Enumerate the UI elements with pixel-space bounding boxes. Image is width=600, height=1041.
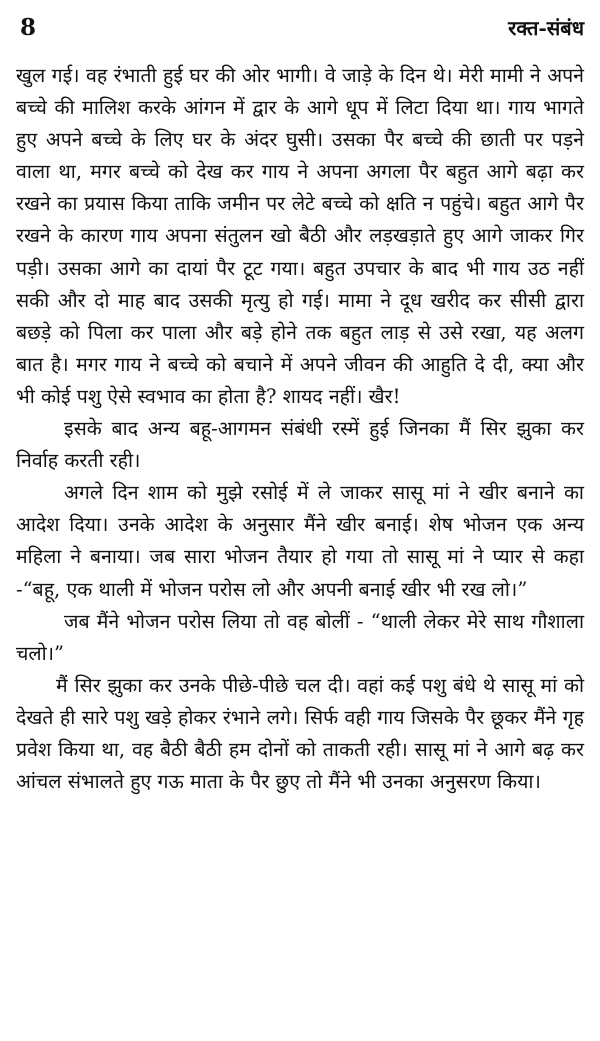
page-number: 8 xyxy=(20,13,37,41)
paragraph-3: अगले दिन शाम को मुझे रसोई में ले जाकर सासू मां ने खीर बनाने का आदेश दिया। उनके आदेश के अनुसार मैंने खीर बनाई। शेष भोजन एक अन्य महिला ने बनाया। जब सारा भोजन तैयार हो गया तो सासू मां ने प्यार से कहा -“बहू, एक थाली में भोजन परोस लो और अपनी बनाई खीर भी रख लो।” xyxy=(16,481,584,601)
paragraph-4: जब मैंने भोजन परोस लिया तो वह बोलीं - “थाली लेकर मेरे साथ गौशाला चलो।” xyxy=(16,609,584,665)
paragraph-2: इसके बाद अन्य बहू-आगमन संबंधी रस्में हुई जिनका मैं सिर झुका कर निर्वाह करती रही। xyxy=(16,417,584,473)
paragraph-5: मैं सिर झुका कर उनके पीछे-पीछे चल दी। वहां कई पशु बंधे थे सासू मां को देखते ही सारे पशु खड़े होकर रंभाने लगे। सिर्फ वही गाय जिसके पैर छूकर मैंने गृह प्रवेश किया था, वह बैठी बैठी हम दोनों को ताकती रही। सासू मां ने आगे बढ़ कर आंचल संभालते हुए गऊ माता के पैर छुए तो मैंने भी उनका अनुसरण किया। xyxy=(16,673,584,794)
running-title: रक्त-संबंध xyxy=(508,15,584,40)
paragraph-1: खुल गई। वह रंभाती हुई घर की ओर भागी। वे जाड़े के दिन थे। मेरी मामी ने अपने बच्चे की मालिश करके आंगन में द्वार के आगे धूप में लिटा दिया था। गाय भागते हुए अपने बच्चे के लिए घर के अंदर घुसी। उसका पैर बच्चे की छाती पर पड़ने वाला था, मगर बच्चे को देख कर गाय ने अपना अगला पैर बहुत आगे बढ़ा कर रखने का प्रयास किया ताकि जमीन पर लेटे बच्चे को क्षति न पहुंचे। बहुत आगे पैर रखने के कारण गाय अपना संतुलन खो बैठी और लड़खड़ाते हुए आगे जाकर गिर पड़ी। उसका आगे का दायां पैर टूट गया। बहुत उपचार के बाद भी गाय उठ नहीं सकी और दो माह बाद उसकी मृत्यु हो गई। मामा ने दूध खरीद कर सीसी द्वारा बछड़े को पिला कर पाला और बड़े होने तक बहुत लाड़ से उसे रखा, यह अलग बात है। मगर गाय ने बच्चे को बचाने में अपने जीवन की आहुति दे दी, क्या और भी कोई पशु ऐसे स्वभाव का होता है? शायद नहीं। खैर! xyxy=(16,64,584,408)
body-text xyxy=(16,60,584,798)
page-header xyxy=(20,12,584,42)
